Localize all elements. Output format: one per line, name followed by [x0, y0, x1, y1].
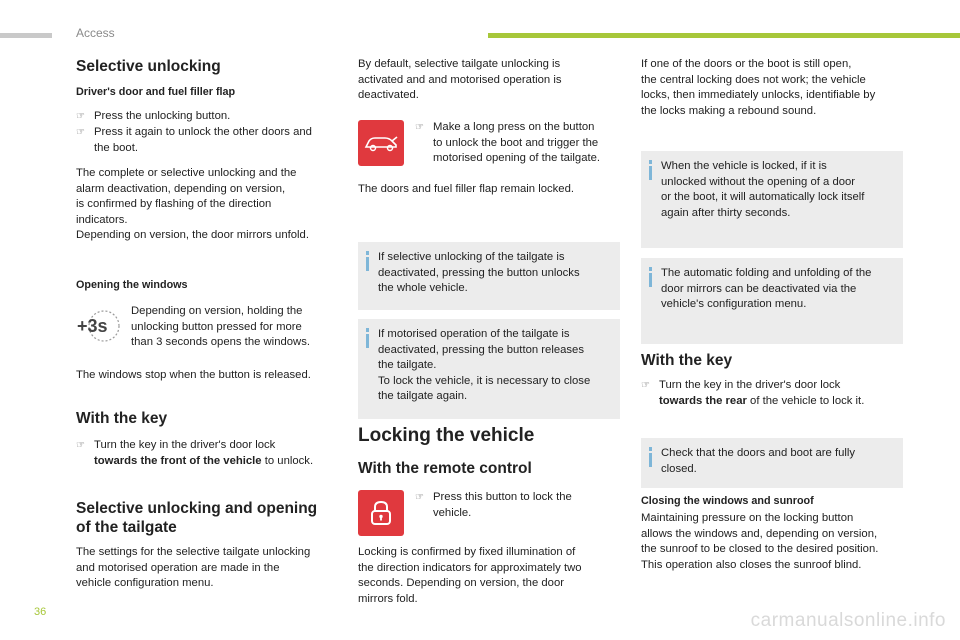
info-icon — [366, 328, 369, 332]
paragraph-locking-confirmed: Locking is confirmed by fixed illumination of the direction indicators for approximately two seconds. Depending on version, the door mirrors fold. — [358, 546, 582, 605]
bullet-long-press: ☞ Make a long press on the button to unlock the boot and trigger the motorised opening of the tailgate. — [415, 121, 601, 164]
lock-button-illustration — [358, 490, 404, 536]
pointing-hand-icon: ☞ — [641, 380, 650, 391]
info-icon — [366, 251, 369, 255]
info-icon — [649, 160, 652, 164]
paragraph-closing-windows: Maintaining pressure on the locking button allows the windows and, depending on version, the sunroof to be closed to the desired position. This operation also closes the sunroof blind. — [641, 512, 879, 571]
heading-locking-vehicle: Locking the vehicle — [358, 425, 535, 446]
plus-3s-icon — [76, 308, 120, 344]
paragraph-windows-stop: The windows stop when the button is released. — [76, 369, 311, 381]
car-boot-icon — [363, 133, 399, 153]
watermark: carmanualsonline.info — [750, 610, 946, 631]
pointing-hand-icon: ☞ — [76, 440, 85, 451]
heading-selective-unlocking: Selective unlocking — [76, 58, 221, 75]
heading-with-key-left: With the key — [76, 410, 168, 427]
info-box-mirror-folding: The automatic folding and unfolding of the door mirrors can be deactivated via the vehicle's configuration menu. — [641, 258, 903, 344]
bullet-press-unlock: ☞ Press the unlocking button. — [76, 109, 346, 125]
car-boot-button-illustration — [358, 120, 404, 166]
paragraph-door-still-open: If one of the doors or the boot is still open, the central locking does not work; the vehicle locks, then immediately unlocks, identifiable by the locks making a rebound sound. — [641, 58, 876, 117]
pointing-hand-icon: ☞ — [76, 127, 85, 138]
info-box-motorised-deactivated: If motorised operation of the tailgate is deactivated, pressing the button releases the tailgate. To lock the vehicle, it is necessary to close the tailgate again. — [358, 319, 620, 419]
paragraph-complete-unlocking: The complete or selective unlocking and the alarm deactivation, depending on version, is confirmed by flashing of the direction indicators. Depending on version, the door mirrors unfold. — [76, 167, 309, 241]
header-bar-right — [488, 33, 960, 38]
heading-remote-control: With the remote control — [358, 460, 532, 477]
page-number: 36 — [34, 606, 47, 618]
svg-text:+3s: +3s — [77, 316, 108, 336]
heading-with-key-right: With the key — [641, 352, 733, 369]
pointing-hand-icon: ☞ — [76, 111, 85, 122]
info-icon — [649, 267, 652, 271]
header-bar-left — [0, 33, 52, 38]
heading-selective-tailgate: Selective unlocking and opening of the tailgate — [76, 500, 318, 536]
info-box-check-doors: Check that the doors and boot are fully closed. — [641, 438, 903, 488]
bullet-press-lock: ☞ Press this button to lock the vehicle. — [415, 491, 572, 519]
padlock-icon — [369, 499, 393, 527]
bullet-turn-key-unlock: ☞ Turn the key in the driver's door lock towards the front of the vehicle to unlock. — [76, 439, 314, 467]
paragraph-doors-remain-locked: The doors and fuel filler flap remain locked. — [358, 183, 575, 195]
pointing-hand-icon: ☞ — [415, 122, 424, 133]
bullet-press-again: ☞ Press it again to unlock the other doors and the boot. — [76, 126, 312, 154]
paragraph-tailgate-settings: The settings for the selective tailgate unlocking and motorised operation are made in the vehicle configuration menu. — [76, 546, 311, 589]
subheading-closing-windows: Closing the windows and sunroof — [641, 495, 814, 507]
paragraph-default-tailgate: By default, selective tailgate unlocking is activated and and motorised operation is deactivated. — [358, 58, 562, 101]
paragraph-holding-button: Depending on version, holding the unlocking button pressed for more than 3 seconds opens the windows. — [131, 305, 310, 348]
subheading-opening-windows: Opening the windows — [76, 279, 188, 291]
info-box-auto-relock: When the vehicle is locked, if it is unlocked without the opening of a door or the boot, it will automatically lock itself again after thirty seconds. — [641, 151, 903, 248]
info-icon — [649, 447, 652, 451]
pointing-hand-icon: ☞ — [415, 492, 424, 503]
subheading-driver-door: Driver's door and fuel filler flap — [76, 86, 236, 98]
section-title: Access — [76, 26, 115, 40]
info-box-selective-deactivated: If selective unlocking of the tailgate is deactivated, pressing the button unlocks the whole vehicle. — [358, 242, 620, 310]
bullet-turn-key-lock: ☞ Turn the key in the driver's door lock towards the rear of the vehicle to lock it. — [641, 379, 865, 407]
